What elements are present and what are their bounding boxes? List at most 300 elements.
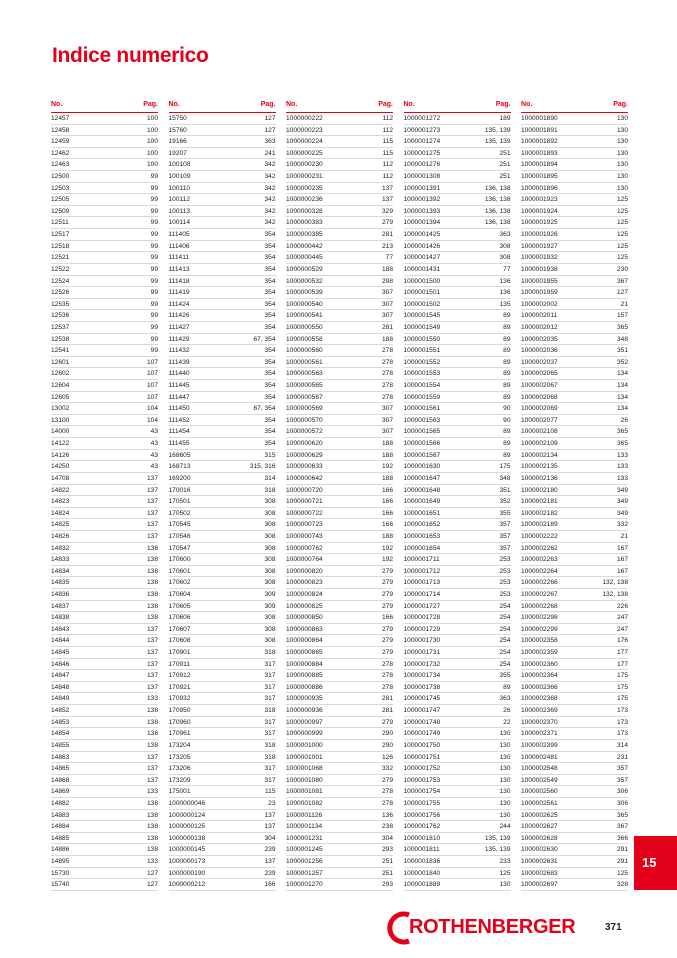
index-row <box>169 159 276 171</box>
index-row <box>521 125 628 137</box>
index-row <box>51 415 158 427</box>
index-row <box>286 159 393 171</box>
index-row <box>51 252 158 264</box>
header-pag: Pag. <box>378 101 393 108</box>
index-row <box>286 612 393 624</box>
page-ref: 308 <box>264 544 276 552</box>
index-row <box>404 786 511 798</box>
index-row <box>286 844 393 856</box>
item-number: 13002 <box>51 405 70 413</box>
item-number: 100109 <box>168 173 191 181</box>
page-ref: 175 <box>616 672 628 680</box>
index-row <box>404 868 511 880</box>
item-number: 1000001082 <box>286 799 323 807</box>
index-row <box>169 415 276 427</box>
index-row <box>521 485 628 497</box>
page-ref: 23 <box>268 799 276 807</box>
page-ref: 304 <box>264 834 276 842</box>
item-number: 1000000328 <box>286 207 323 215</box>
index-row <box>521 194 628 206</box>
page-ref: 138 <box>146 590 158 598</box>
item-number: 1000001649 <box>403 498 441 506</box>
item-number: 1000000541 <box>286 312 323 320</box>
index-row <box>169 508 276 520</box>
item-number: 1000001890 <box>521 115 558 122</box>
column-header <box>51 100 158 113</box>
item-number: 12536 <box>51 312 70 320</box>
item-number: 1000001653 <box>403 532 441 540</box>
index-row <box>286 113 393 125</box>
item-number: 1000002266 <box>521 579 558 587</box>
page-ref: 175 <box>616 695 628 703</box>
item-number: 1000000550 <box>286 323 323 331</box>
page-ref: 354 <box>264 231 276 239</box>
index-row <box>51 589 158 601</box>
index-row <box>51 763 158 775</box>
page-ref: 107 <box>146 358 158 366</box>
page-ref: 354 <box>264 323 276 331</box>
page-ref: 293 <box>381 881 393 889</box>
index-row <box>51 833 158 845</box>
index-row <box>286 264 393 276</box>
item-number: 1000002399 <box>521 741 558 749</box>
page-ref: 354 <box>264 347 276 355</box>
item-number: 1000000865 <box>286 649 323 657</box>
index-row <box>521 403 628 415</box>
index-row <box>521 252 628 264</box>
index-row <box>404 705 511 717</box>
item-number: 15730 <box>51 869 70 877</box>
item-number: 1000000722 <box>286 509 323 517</box>
item-number: 1000001566 <box>403 440 441 448</box>
item-number: 170912 <box>168 672 191 680</box>
index-row <box>404 113 511 125</box>
index-row <box>169 566 276 578</box>
index-row <box>521 217 628 229</box>
item-number: 14838 <box>51 614 70 622</box>
item-number: 1000001001 <box>286 753 323 761</box>
page-ref: 188 <box>381 440 393 448</box>
page-ref: 308 <box>264 556 276 564</box>
item-number: 168713 <box>168 463 191 471</box>
item-number: 1000002002 <box>521 300 558 308</box>
item-number: 1000000173 <box>168 858 206 865</box>
page-ref: 315, 316 <box>249 463 276 471</box>
page-ref: 307 <box>381 416 393 424</box>
page-ref: 138 <box>146 579 158 587</box>
index-row <box>169 276 276 288</box>
index-row <box>404 531 511 543</box>
index-row <box>521 647 628 659</box>
index-row <box>286 589 393 601</box>
item-number: 170600 <box>168 556 191 564</box>
item-number: 1000001811 <box>403 846 440 854</box>
page-ref: 188 <box>381 474 393 482</box>
index-row <box>286 136 393 148</box>
page-ref: 99 <box>150 207 158 215</box>
page-ref: 135 <box>499 300 511 308</box>
index-row <box>169 705 276 717</box>
page-ref: 135, 139 <box>484 834 511 842</box>
header-no: No. <box>168 101 180 108</box>
page-ref: 175 <box>499 463 511 471</box>
page-ref: 251 <box>499 173 511 181</box>
index-row <box>521 659 628 671</box>
item-number: 14854 <box>51 730 70 738</box>
index-row <box>169 775 276 787</box>
item-number: 1000001550 <box>403 335 441 343</box>
item-number: 111418 <box>168 277 190 285</box>
page-ref: 100 <box>146 161 158 169</box>
index-row <box>404 276 511 288</box>
page-ref: 279 <box>381 649 393 657</box>
index-row <box>169 345 276 357</box>
index-row <box>169 554 276 566</box>
item-number: 1000000236 <box>286 196 323 204</box>
index-row <box>521 821 628 833</box>
index-row <box>169 392 276 404</box>
index-row <box>286 519 393 531</box>
item-number: 111450 <box>168 405 190 413</box>
index-row <box>404 310 511 322</box>
item-number: 1000002012 <box>521 323 558 331</box>
index-row <box>286 426 393 438</box>
index-row <box>521 670 628 682</box>
page-ref: 251 <box>499 149 511 157</box>
item-number: 100113 <box>168 207 191 215</box>
item-number: 1000000570 <box>286 416 323 424</box>
index-row <box>521 635 628 647</box>
index-row <box>521 461 628 473</box>
index-row <box>286 171 393 183</box>
index-row <box>51 496 158 508</box>
index-row <box>51 241 158 253</box>
page-ref: 251 <box>381 869 393 877</box>
page-ref: 281 <box>381 707 393 715</box>
item-number: 1000002358 <box>521 637 558 645</box>
page-ref: 43 <box>150 428 158 436</box>
index-row <box>521 833 628 845</box>
column-header <box>404 100 511 113</box>
item-number: 1000002011 <box>521 312 558 320</box>
item-number: 170901 <box>168 649 191 657</box>
item-number: 1000001756 <box>403 811 441 819</box>
item-number: 12517 <box>51 231 70 239</box>
page-ref: 67, 354 <box>253 335 276 343</box>
page-ref: 367 <box>616 277 628 285</box>
page-ref: 354 <box>264 393 276 401</box>
header-no: No. <box>521 101 533 108</box>
item-number: 1000000935 <box>286 695 323 703</box>
index-row <box>51 310 158 322</box>
page-ref: 281 <box>381 695 393 703</box>
page-ref: 354 <box>264 277 276 285</box>
page-ref: 89 <box>503 335 511 343</box>
page-ref: 363 <box>264 138 276 146</box>
item-number: 14126 <box>51 451 70 459</box>
item-number: 1000000884 <box>286 660 323 668</box>
index-row <box>404 148 511 160</box>
page-ref: 115 <box>382 149 393 157</box>
page-ref: 279 <box>381 625 393 633</box>
index-row <box>404 589 511 601</box>
page-ref: 89 <box>503 451 511 459</box>
page-ref: 137 <box>146 672 158 680</box>
index-row <box>51 868 158 880</box>
page-ref: 89 <box>503 312 511 320</box>
header-no: No. <box>51 101 63 108</box>
item-number: 12605 <box>51 393 70 401</box>
page-ref: 137 <box>146 625 158 633</box>
index-row <box>169 833 276 845</box>
item-number: 1000001889 <box>403 881 441 889</box>
item-number: 1000001727 <box>403 602 441 610</box>
page-ref: 137 <box>146 753 158 761</box>
item-number: 1000002628 <box>521 834 558 842</box>
item-number: 1000001231 <box>286 834 323 842</box>
index-row <box>169 879 276 891</box>
item-number: 1000001749 <box>403 730 441 738</box>
index-row <box>521 856 628 868</box>
page-ref: 317 <box>264 672 276 680</box>
item-number: 1000000442 <box>286 242 323 250</box>
item-number: 1000001932 <box>521 254 558 262</box>
item-number: 169200 <box>168 474 191 482</box>
page-ref: 130 <box>499 776 511 784</box>
index-row <box>51 229 158 241</box>
index-row <box>286 392 393 404</box>
index-row <box>286 543 393 555</box>
page-ref: 251 <box>499 161 511 169</box>
item-number: 111426 <box>168 312 190 320</box>
index-row <box>286 647 393 659</box>
index-row <box>51 508 158 520</box>
index-row <box>51 519 158 531</box>
item-number: 12462 <box>51 149 70 157</box>
item-number: 1000002369 <box>521 707 558 715</box>
item-number: 14895 <box>51 858 70 865</box>
page-ref: 166 <box>381 486 393 494</box>
item-number: 1000002548 <box>521 765 558 773</box>
item-number: 1000001754 <box>403 788 441 796</box>
item-number: 1000002077 <box>521 416 558 424</box>
index-row <box>521 740 628 752</box>
item-number: 1000001501 <box>403 289 441 297</box>
index-row <box>521 682 628 694</box>
page-ref: 308 <box>264 567 276 575</box>
index-row <box>51 717 158 729</box>
item-number: 14835 <box>51 579 70 587</box>
item-number: 1000000558 <box>286 335 323 343</box>
index-row <box>169 519 276 531</box>
page-ref: 317 <box>264 660 276 668</box>
page-ref: 279 <box>381 718 393 726</box>
index-row <box>404 740 511 752</box>
page-ref: 77 <box>503 265 511 273</box>
index-row <box>404 194 511 206</box>
index-row <box>404 775 511 787</box>
page-ref: 239 <box>264 869 276 877</box>
item-number: 1000001652 <box>403 521 441 529</box>
page-ref: 99 <box>150 277 158 285</box>
page-ref: 253 <box>499 567 511 575</box>
index-row <box>286 508 393 520</box>
index-column <box>286 100 393 891</box>
page-ref: 279 <box>381 219 393 227</box>
index-row <box>286 670 393 682</box>
item-number: 14884 <box>51 823 70 831</box>
index-row <box>169 659 276 671</box>
index-row <box>286 879 393 891</box>
item-number: 1000000529 <box>286 265 323 273</box>
index-row <box>521 786 628 798</box>
index-row <box>521 345 628 357</box>
page-ref: 349 <box>616 486 628 494</box>
index-row <box>404 229 511 241</box>
index-row <box>404 659 511 671</box>
item-number: 12518 <box>51 242 70 250</box>
index-row <box>286 450 393 462</box>
index-row <box>169 798 276 810</box>
index-row <box>51 461 158 473</box>
page-ref: 125 <box>616 242 628 250</box>
index-row <box>404 125 511 137</box>
item-number: 1000001552 <box>403 358 441 366</box>
item-number: 1000001959 <box>521 289 558 297</box>
index-row <box>51 775 158 787</box>
index-row <box>169 194 276 206</box>
item-number: 170911 <box>168 660 191 668</box>
index-row <box>404 252 511 264</box>
index-row <box>404 183 511 195</box>
index-row <box>286 345 393 357</box>
page-ref: 355 <box>499 509 511 517</box>
page-ref: 138 <box>146 741 158 749</box>
page-ref: 138 <box>146 799 158 807</box>
page-ref: 130 <box>616 126 628 134</box>
page-ref: 136, 138 <box>484 184 511 192</box>
index-row <box>169 310 276 322</box>
page-ref: 213 <box>381 242 393 250</box>
item-number: 1000002561 <box>521 799 558 807</box>
item-number: 1000000825 <box>286 602 323 610</box>
index-row <box>286 299 393 311</box>
item-number: 100114 <box>168 219 191 227</box>
item-number: 1000000532 <box>286 277 323 285</box>
index-row <box>404 647 511 659</box>
index-row <box>286 856 393 868</box>
index-row <box>169 589 276 601</box>
index-row <box>521 450 628 462</box>
page-ref: 112 <box>382 161 393 169</box>
index-row <box>51 148 158 160</box>
item-number: 1000000230 <box>286 161 323 169</box>
index-row <box>169 264 276 276</box>
item-number: 14823 <box>51 498 70 506</box>
index-column <box>521 100 628 891</box>
index-row <box>404 334 511 346</box>
index-row <box>404 844 511 856</box>
page-ref: 127 <box>264 115 276 122</box>
index-row <box>404 171 511 183</box>
index-row <box>521 171 628 183</box>
index-row <box>51 426 158 438</box>
item-number: 13100 <box>51 416 70 424</box>
index-row <box>286 601 393 613</box>
page-ref: 253 <box>499 556 511 564</box>
item-number: 1000002298 <box>521 614 558 622</box>
page-ref: 365 <box>616 440 628 448</box>
item-number: 168605 <box>168 451 191 459</box>
item-number: 111419 <box>168 289 190 297</box>
index-row <box>404 682 511 694</box>
item-number: 1000001502 <box>403 300 441 308</box>
item-number: 1000002299 <box>521 625 558 633</box>
index-row <box>521 519 628 531</box>
index-row <box>51 206 158 218</box>
item-number: 1000001567 <box>403 451 441 459</box>
index-row <box>51 543 158 555</box>
page-ref: 130 <box>616 115 628 122</box>
index-row <box>286 577 393 589</box>
item-number: 111405 <box>168 231 190 239</box>
item-number: 14708 <box>51 474 70 482</box>
page-ref: 138 <box>146 707 158 715</box>
page-ref: 138 <box>146 567 158 575</box>
item-number: 12601 <box>51 358 70 366</box>
index-row <box>521 113 628 125</box>
index-row <box>521 717 628 729</box>
index-row <box>51 357 158 369</box>
item-number: 1000000820 <box>286 567 323 575</box>
index-row <box>404 136 511 148</box>
index-row <box>169 136 276 148</box>
index-row <box>404 392 511 404</box>
index-row <box>51 624 158 636</box>
item-number: 1000002222 <box>521 532 558 540</box>
page-ref: 137 <box>146 683 158 691</box>
page-ref: 230 <box>616 265 628 273</box>
item-number: 1000001892 <box>521 138 558 146</box>
item-number: 1000000125 <box>168 823 206 831</box>
page-ref: 136, 138 <box>484 196 511 204</box>
index-row <box>521 426 628 438</box>
item-number: 12521 <box>51 254 70 262</box>
page-ref: 138 <box>146 846 158 854</box>
item-number: 1000000561 <box>286 358 323 366</box>
page-ref: 135, 139 <box>484 138 511 146</box>
item-number: 1000000138 <box>168 834 206 842</box>
page-ref: 67, 354 <box>253 405 276 413</box>
item-number: 14848 <box>51 683 70 691</box>
index-row <box>404 264 511 276</box>
index-row <box>521 705 628 717</box>
header-no: No. <box>286 101 298 108</box>
page-ref: 99 <box>150 265 158 273</box>
item-number: 1000001392 <box>403 196 441 204</box>
page-ref: 279 <box>381 579 393 587</box>
page-ref: 192 <box>381 544 393 552</box>
item-number: 1000001500 <box>403 277 441 285</box>
page-ref: 138 <box>146 834 158 842</box>
page-ref: 254 <box>499 660 511 668</box>
page-ref: 138 <box>146 823 158 831</box>
page-ref: 314 <box>616 741 628 749</box>
item-number: 111452 <box>168 416 190 424</box>
item-number: 1000001713 <box>403 579 441 587</box>
index-row <box>404 810 511 822</box>
page-ref: 357 <box>499 521 511 529</box>
